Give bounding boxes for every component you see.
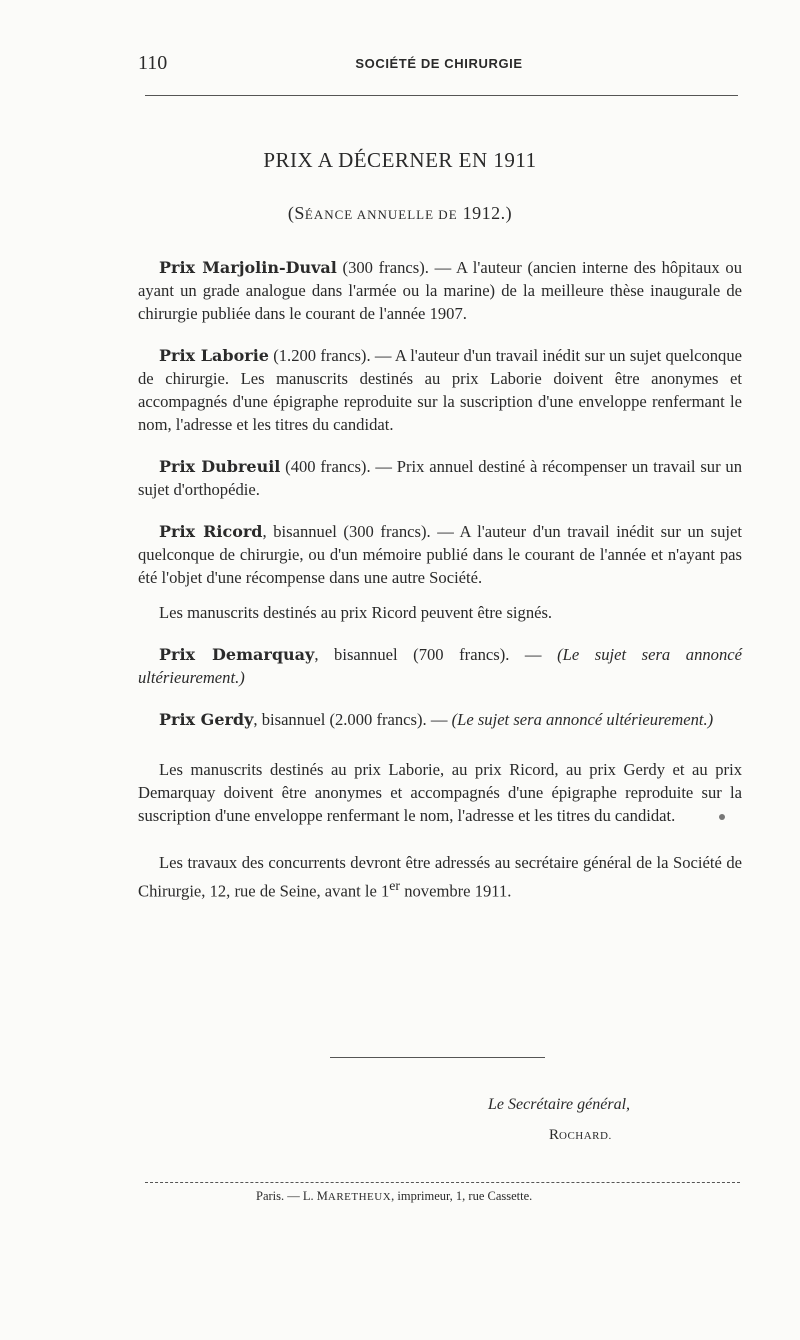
printer-name-initial: M [316,1189,328,1203]
paragraph-text: Les manuscrits destinés au prix Laborie, au prix Ricord, au prix Gerdy et au prix Demarquay doivent être anonymes et accompagnés d'une épigraphe reproduite sur la suscription d'une enveloppe renfermant le nom, l'adresse et les titres du candidat. [138,760,742,825]
header-rule [145,95,738,96]
bullet-dot-icon [719,814,725,820]
paragraph-text: , bisannuel (700 francs). — [314,645,558,664]
prize-name: Prix Gerdy [159,710,254,729]
signoff-name-initial: R [549,1127,560,1143]
prize-name: Prix Ricord [159,522,263,541]
printer-address: , imprimeur, 1, rue Cassette. [391,1189,533,1203]
prize-name: Prix Demarquay [159,645,315,664]
prize-name: Prix Laborie [159,346,269,365]
subtitle-open: (S [287,203,305,223]
printer-imprint [256,1189,532,1204]
paragraph-note: (Le sujet sera annoncé ultérieurement.) [138,645,742,687]
paragraph-text: Les manuscrits destinés au prix Ricord peuvent être signés. [159,603,553,622]
running-title: SOCIÉTÉ DE CHIRURGIE [355,56,523,71]
paragraph-text: (300 francs). — A l'auteur (ancien interne des hôpitaux ou ayant un grade analogue dans l'armée ou la marine) de la meilleure thèse inaugurale de chirurgie publiée dans le courant de l'année 1907. [138,258,742,323]
body-text [138,256,742,903]
superscript: er [389,878,401,893]
subtitle-year: 1912.) [457,203,513,223]
signoff-title: Le Secrétaire général, [488,1096,631,1113]
signoff-name-rest: OCHARD. [559,1130,612,1142]
paragraph-prix-demarquay [138,643,742,689]
paragraph-prix-ricord [138,520,742,589]
paragraph-note: (Le sujet sera annoncé ultérieurement.) [451,710,714,729]
paragraph-text: Les travaux des concurrents devront être adressés au secrétaire général de la Société de Chirurgie, 12, rue de Seine, avant le 1 [138,853,742,901]
page-title: PRIX A DÉCERNER EN 1911 [263,148,537,172]
subtitle-small-caps: ÉANCE ANNUELLE DE [304,207,458,222]
prize-name: Prix Marjolin-Duval [159,258,337,277]
prize-name: Prix Dubreuil [159,457,281,476]
printer-text: Paris. — L. [256,1189,317,1203]
paragraph-text: (1.200 francs). — A l'auteur d'un travail inédit sur un sujet quelconque de chirurgie. Les manuscrits destinés au prix Laborie doivent être anonymes et accompagnés d'une épigraphe reproduite sur la suscription d'une enveloppe renfermant le nom, l'adresse et les titres du candidat. [138,346,742,434]
paragraph-ricord-note [138,601,742,624]
paragraph-submission-deadline [138,851,742,903]
printer-name-rest: ARETHEUX [327,1191,392,1203]
page-subtitle [0,203,800,224]
paragraph-text: , bisannuel (2.000 francs). — [253,710,452,729]
section-rule [330,1057,545,1058]
page-header [138,52,740,78]
paragraph-manuscripts-conditions [138,758,742,827]
signoff-name [549,1127,612,1144]
paragraph-text: (400 francs). — Prix annuel destiné à récompenser un travail sur un sujet d'orthopédie. [138,457,742,499]
paragraph-text-end: novembre 1911. [400,881,512,901]
paragraph-prix-marjolin-duval [138,256,742,325]
paragraph-prix-gerdy [138,708,742,731]
paragraph-text: , bisannuel (300 francs). — A l'auteur d'un travail inédit sur un sujet quelconque de chirurgie, ou d'un mémoire publié dans le courant de l'année et n'ayant pas été l'objet d'une récompense dans une autre Société. [138,522,742,587]
page-number: 110 [138,52,168,74]
paragraph-prix-dubreuil [138,455,742,501]
footer-rule [145,1182,740,1183]
paragraph-prix-laborie [138,344,742,436]
